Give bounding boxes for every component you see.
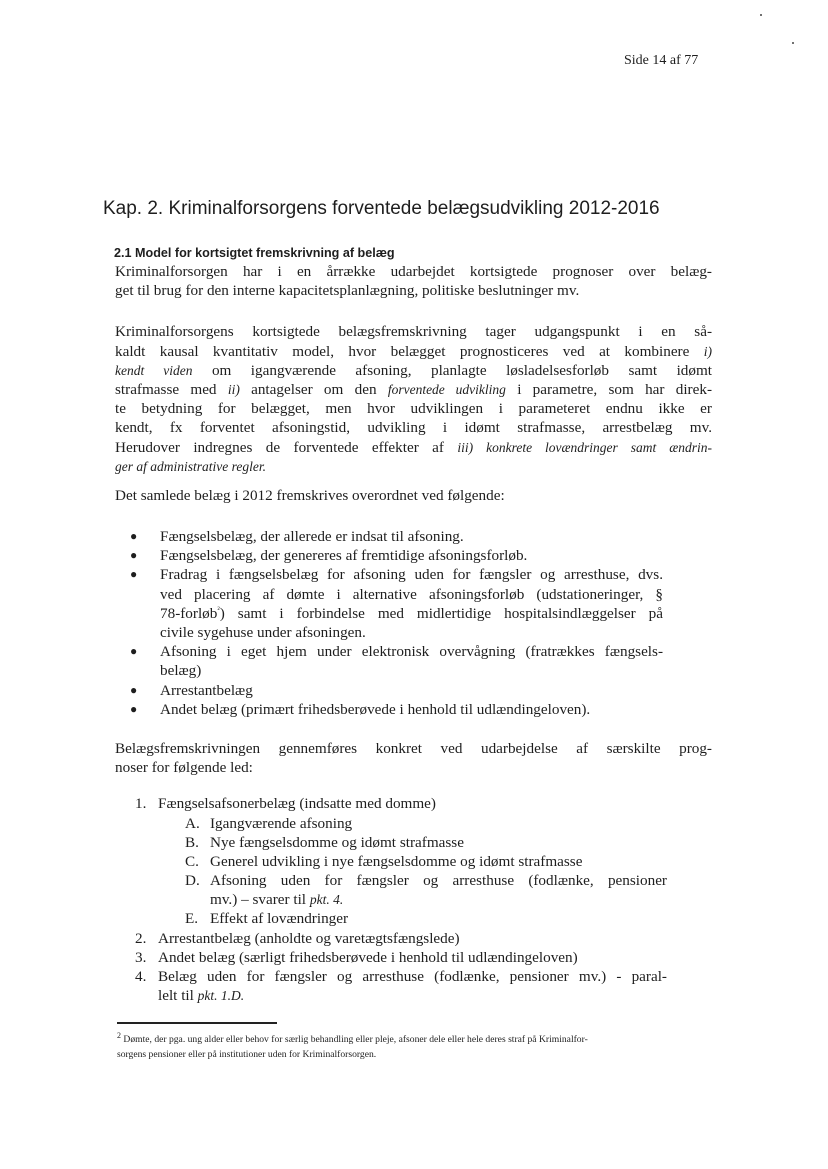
text-line: Fængselsafsonerbelæg (indsatte med domme) xyxy=(158,795,436,813)
bullet-icon: ● xyxy=(130,548,138,563)
text-line: Belæg uden for fængsler og arresthuse (fodlænke, pensioner mv.) - paral- xyxy=(158,968,667,985)
list-letter: C. xyxy=(185,852,199,870)
text-line xyxy=(210,890,667,909)
text-line: Andet belæg (særligt frihedsberøvede i henhold til udlændingeloven) xyxy=(158,948,578,966)
text: Herudover indregnes de forventede effekter af xyxy=(115,438,444,456)
text-line: te betydning for belægget, men hvor udviklingen i parameteret endnu ikke er xyxy=(115,400,712,418)
list-number: 1. xyxy=(135,795,147,813)
text-line xyxy=(115,438,712,457)
text-line: ved placering af dømte i alternative afsoningsforløb (udstationeringer, § xyxy=(160,585,663,603)
bullet-item xyxy=(115,681,663,700)
scan-speck xyxy=(760,14,762,16)
bullet-icon: ● xyxy=(130,644,138,659)
text-line: Afsoning uden for fængsler og arresthuse (fodlænke, pensioner xyxy=(210,872,667,890)
text-line: civile sygehuse under afsoningen. xyxy=(160,624,366,641)
emphasis: iii) konkrete lovændringer samt ændrin- xyxy=(457,439,712,455)
cross-reference: pkt. 1.D. xyxy=(197,988,245,1004)
list-item xyxy=(115,794,667,813)
text-line xyxy=(115,380,712,399)
text-line: Nye fængselsdomme og idømt strafmasse xyxy=(210,833,464,851)
chapter-title: Kap. 2. Kriminalforsorgens forventede belægsudvikling 2012-2016 xyxy=(103,198,660,219)
list-letter: B. xyxy=(185,833,199,851)
text-line: Arrestantbelæg (anholdte og varetægtsfængslede) xyxy=(158,929,460,947)
text-line: Belægsfremskrivningen gennemføres konkret ved udarbejdelse af særskilte prog- xyxy=(115,739,712,757)
list-letter: E. xyxy=(185,910,199,928)
text-line: Effekt af lovændringer xyxy=(210,910,349,928)
text-line: Arrestantbelæg xyxy=(160,681,253,699)
text-line: belæg) xyxy=(160,662,202,680)
paragraph-intro xyxy=(115,262,712,300)
body-text xyxy=(115,262,712,1005)
text: 78-forløb xyxy=(160,604,218,622)
section-heading: 2.1 Model for kortsigtet fremskrivning af belæg xyxy=(114,246,395,260)
bullet-item xyxy=(115,700,663,719)
bullet-item xyxy=(115,642,663,680)
text-line: Andet belæg (primært frihedsberøvede i henhold til udlændingeloven). xyxy=(160,700,591,718)
paragraph-forecast xyxy=(115,739,712,777)
footnote-text: sorgens pensioner eller på institutioner uden for Kriminalforsorgen. xyxy=(117,1049,377,1060)
text: mv.) – svarer til xyxy=(210,891,307,909)
footnote-text: Dømte, der pga. ung alder eller behov for særlig behandling eller pleje, afsoner dele eller hele deres straf på Kriminalfor- xyxy=(123,1034,588,1045)
list-number: 4. xyxy=(135,968,147,985)
sub-item xyxy=(115,871,667,909)
list-number: 3. xyxy=(135,948,147,966)
bullet-list xyxy=(115,527,663,719)
bullet-item xyxy=(115,565,663,642)
text: strafmasse med xyxy=(115,380,217,398)
text: om igangværende afsoning, planlagte løsladelsesforløb samt idømt xyxy=(211,361,712,379)
text-line xyxy=(158,986,667,1005)
bullet-item xyxy=(115,527,663,546)
text-line: Kriminalforsorgen har i en årrække udarbejdet kortsigtede prognoser over belæg- xyxy=(115,263,712,280)
numbered-list xyxy=(115,794,667,1005)
scan-speck xyxy=(792,42,794,44)
paragraph-model xyxy=(115,322,712,476)
list-item xyxy=(115,948,667,967)
text-line: Fradrag i fængselsbelæg for afsoning uden for fængsler og arresthuse, dvs. xyxy=(160,566,663,584)
footnote-mark: 2 xyxy=(117,1030,121,1040)
text-line xyxy=(115,342,712,361)
text-line: Igangværende afsoning xyxy=(210,814,353,832)
sub-item xyxy=(115,814,667,833)
bullet-item xyxy=(115,546,663,565)
footnote xyxy=(117,1032,717,1062)
text: lelt til xyxy=(158,987,194,1005)
bullet-icon: ● xyxy=(130,701,138,716)
list-item xyxy=(115,929,667,948)
text-line: Afsoning i eget hjem under elektronisk overvågning (fratrækkes fængsels- xyxy=(160,643,663,661)
emphasis: kendt viden xyxy=(115,362,193,378)
text: kaldt kausal kvantitativ model, hvor belægget prognosticeres ved at kombinere xyxy=(115,342,690,360)
list-letter: A. xyxy=(185,814,200,832)
sub-item xyxy=(115,833,667,852)
text-line: Fængselsbelæg, der genereres af fremtidige afsoningsforløb. xyxy=(160,547,528,565)
text-line: Generel udvikling i nye fængselsdomme og idømt strafmasse xyxy=(210,852,583,870)
footnote-divider xyxy=(117,1022,277,1024)
list-item xyxy=(115,967,667,1005)
cross-reference: pkt. 4. xyxy=(309,892,344,908)
text-line: kendt, fx forventet afsoningstid, udvikling i idømt strafmasse, arrestbelæg mv. xyxy=(115,419,712,437)
text: ) samt i forbindelse med midlertidige hospitalsindlæggelser på xyxy=(219,604,663,622)
footnote-ref[interactable]: ² xyxy=(217,604,220,614)
bullet-icon: ● xyxy=(130,529,138,544)
text-line xyxy=(160,604,663,623)
text-line: noser for følgende led: xyxy=(115,759,253,777)
text: i parametre, som har direk- xyxy=(517,380,712,398)
bullet-icon: ● xyxy=(130,682,138,697)
list-number: 2. xyxy=(135,929,147,947)
paragraph-summary xyxy=(115,486,712,505)
text-line xyxy=(115,457,712,476)
page-number: Side 14 af 77 xyxy=(624,53,699,68)
emphasis: forventede udvikling xyxy=(387,381,506,397)
bullet-icon: ● xyxy=(130,567,138,582)
text: antagelser om den xyxy=(251,380,377,398)
emphasis: ger af administrative regler. xyxy=(115,458,266,474)
text-line: Det samlede belæg i 2012 fremskrives overordnet ved følgende: xyxy=(115,486,505,504)
text-line xyxy=(115,361,712,380)
emphasis: i) xyxy=(703,343,712,359)
text-line: get til brug for den interne kapacitetsplanlægning, politiske beslutninger mv. xyxy=(115,282,580,300)
text-line: Fængselsbelæg, der allerede er indsat til afsoning. xyxy=(160,528,464,546)
text-line: Kriminalforsorgens kortsigtede belægsfremskrivning tager udgangspunkt i en så- xyxy=(115,323,712,341)
sub-item xyxy=(115,909,667,928)
emphasis: ii) xyxy=(227,381,240,397)
list-letter: D. xyxy=(185,872,200,890)
sub-item xyxy=(115,852,667,871)
